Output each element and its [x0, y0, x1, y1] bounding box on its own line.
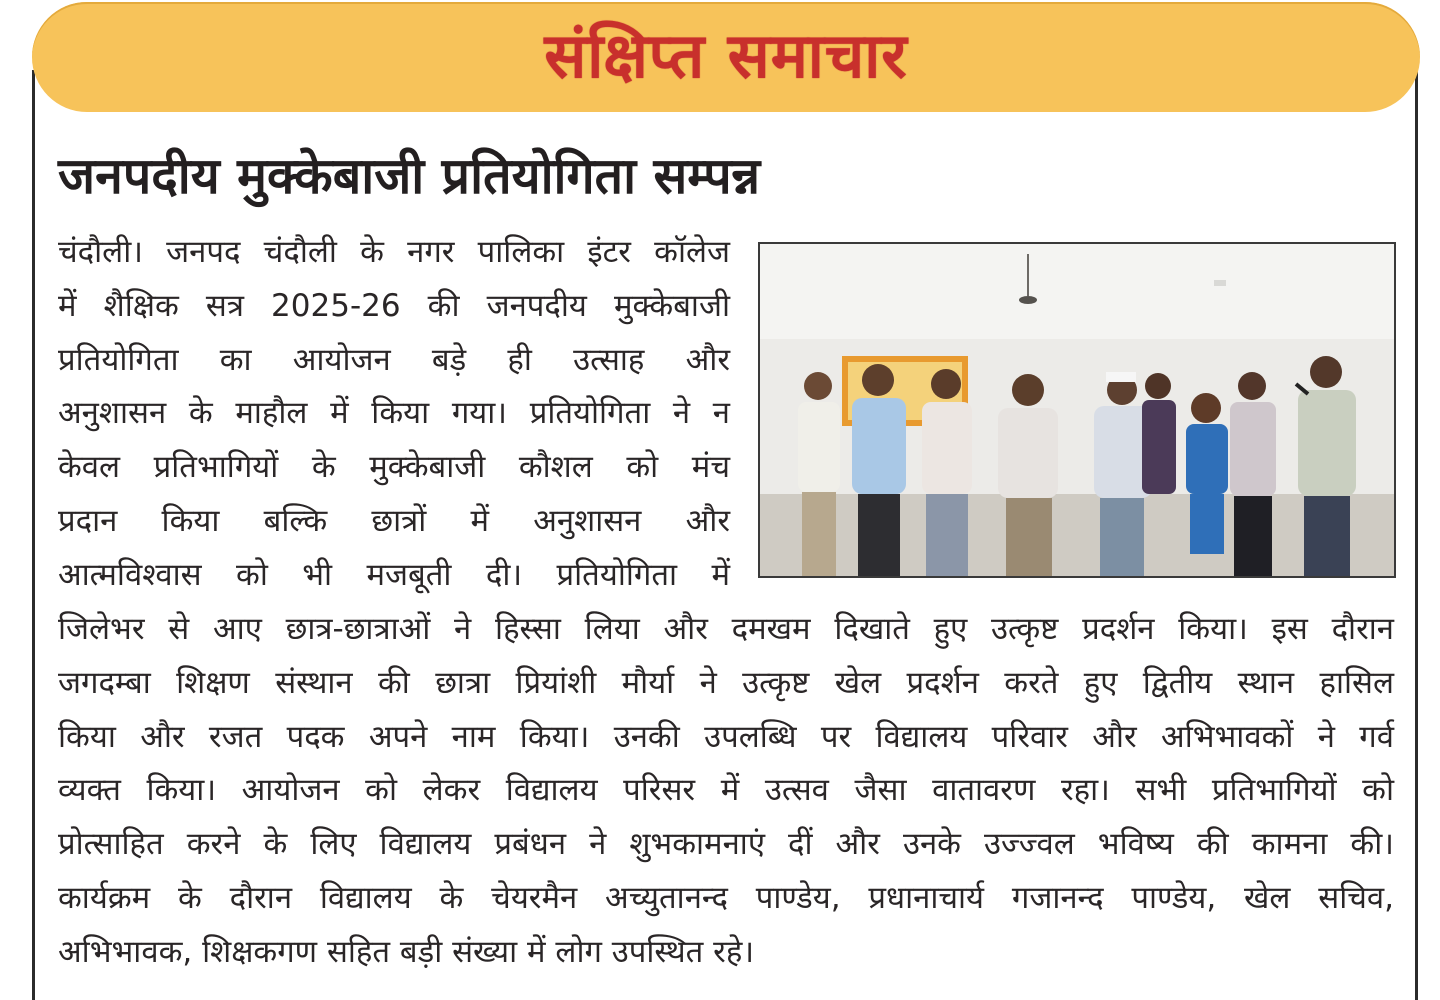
article-headline: जनपदीय मुक्केबाजी प्रतियोगिता सम्पन्न — [58, 147, 761, 205]
article-line: कार्यक्रम के दौरान विद्यालय के चेयरमैन अच्युतानन्द पाण्डेय, प्रधानाचार्य गजानन्द पाण्डेय, खेल सचिव, — [58, 879, 1394, 916]
article-line: प्रदान किया बल्कि छात्रों में अनुशासन और — [58, 502, 730, 539]
news-photo-illustration — [760, 244, 1394, 576]
article-line: केवल प्रतिभागियों के मुक्केबाजी कौशल को मंच — [58, 449, 730, 486]
section-banner — [32, 2, 1420, 112]
news-photo — [758, 242, 1396, 578]
article-line: जगदम्बा शिक्षण संस्थान की छात्रा प्रियांशी मौर्या ने उत्कृष्ट खेल प्रदर्शन करते हुए द्वितीय स्थान हासिल — [58, 664, 1394, 701]
article-line: व्यक्त किया। आयोजन को लेकर विद्यालय परिसर में उत्सव जैसा वातावरण रहा। सभी प्रतिभागियों को — [58, 772, 1394, 809]
article-line: अभिभावक, शिक्षकगण सहित बड़ी संख्या में लोग उपस्थित रहे। — [58, 933, 755, 970]
article-line: जिलेभर से आए छात्र-छात्राओं ने हिस्सा लिया और दमखम दिखाते हुए उत्कृष्ट प्रदर्शन किया। इस दौरान — [58, 611, 1394, 647]
article-line: चंदौली। जनपद चंदौली के नगर पालिका इंटर कॉलेज — [58, 234, 730, 270]
article-line: में शैक्षिक सत्र 2025-26 की जनपदीय मुक्केबाजी — [58, 287, 730, 324]
article-line: किया और रजत पदक अपने नाम किया। उनकी उपलब्धि पर विद्यालय परिवार और अभिभावकों ने गर्व — [58, 718, 1394, 755]
article-line: प्रोत्साहित करने के लिए विद्यालय प्रबंधन ने शुभकामनाएं दीं और उनके उज्ज्वल भविष्य की कामना की। — [58, 826, 1394, 863]
section-title: संक्षिप्त समाचार — [544, 19, 908, 92]
article-line: अनुशासन के माहौल में किया गया। प्रतियोगिता ने न — [58, 395, 730, 432]
article-body-wrapped — [58, 226, 730, 603]
article-line: आत्मविश्वास को भी मजबूती दी। प्रतियोगिता में — [58, 556, 730, 593]
article-body-full — [58, 603, 1394, 980]
article-line: प्रतियोगिता का आयोजन बड़े ही उत्साह और — [58, 341, 730, 378]
